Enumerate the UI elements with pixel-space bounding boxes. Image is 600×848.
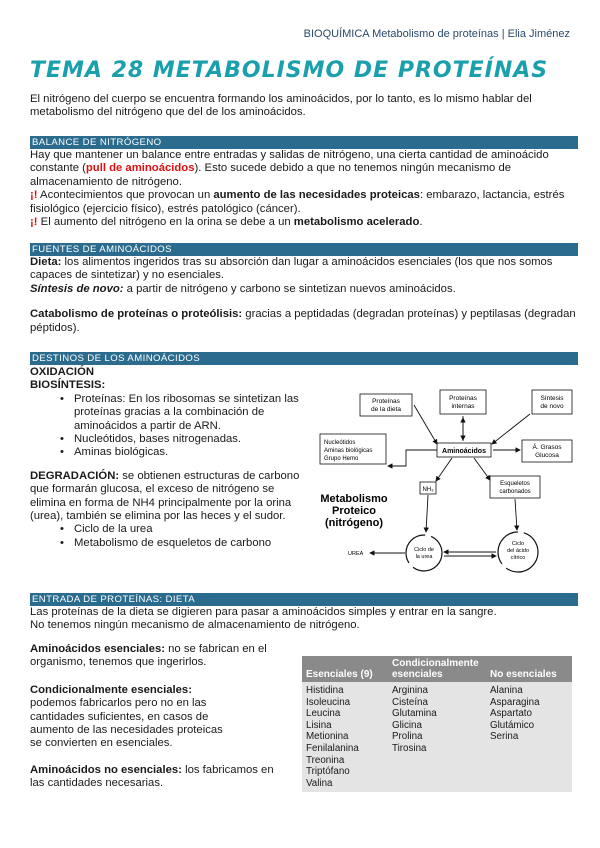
svg-text:Ciclo: Ciclo [511, 541, 525, 547]
section-heading-destinos: DESTINOS DE LOS AMINOÁCIDOS [30, 352, 578, 365]
section-heading-balance: BALANCE DE NITRÓGENO [30, 136, 578, 149]
table-header: No esenciales [486, 656, 572, 682]
pull-aminoacidos-highlight: pull de aminoácidos [85, 162, 195, 175]
table-header: Esenciales (9) [302, 656, 388, 682]
aminoacidos-table [302, 656, 572, 792]
page-header: BIOQUÍMICA Metabolismo de proteínas | Elia Jiménez [303, 28, 570, 40]
alert-mark: ¡! [30, 216, 38, 229]
svg-text:del ácido: del ácido [506, 548, 530, 554]
svg-text:de la dieta: de la dieta [371, 406, 401, 413]
svg-text:carbonados: carbonados [499, 489, 531, 495]
metabolismo-proteico-diagram [316, 384, 578, 578]
urea-output-label: UREA [348, 551, 364, 557]
table-header: Condicionalmente esenciales [388, 656, 486, 682]
svg-text:cítrico: cítrico [510, 555, 526, 561]
list-item: • Ciclo de la urea [60, 523, 300, 536]
svg-text:Grupo Hemo: Grupo Hemo [324, 456, 359, 462]
esenciales-column: Histidina Isoleucina Leucina Lisina Metionina Fenilalanina Treonina Triptófano Valina [302, 682, 388, 792]
svg-text:Esqueletos: Esqueletos [500, 481, 530, 487]
svg-text:internas: internas [451, 403, 475, 410]
balance-paragraph-1: Hay que mantener un balance entre entradas y salidas de nitrógeno, una cierta cantidad de aminoácido constante (pull de aminoácidos). Esto sucede debido a que no tenemos ningún mecanismo de almacenamiento de nitrógeno. [30, 149, 549, 188]
balance-paragraph-2: ¡! Acontecimientos que provocan un aumento de las necesidades proteicas: embarazo, lactancia, estrés fisiológico (ejercicio físico), estrés patológico (cáncer). [30, 189, 565, 215]
list-item: • Metabolismo de esqueletos de carbono [60, 537, 300, 550]
biosintesis-label: BIOSÍNTESIS: [30, 379, 106, 392]
svg-text:Aminoácidos: Aminoácidos [442, 448, 486, 455]
destinos-section [30, 366, 300, 550]
no-esenciales-paragraph: Aminoácidos no esenciales: los fabricamos en las cantidades necesarias. [30, 763, 274, 790]
tipos-aminoacidos [30, 643, 292, 791]
oxidacion-label: OXIDACIÓN [30, 366, 95, 378]
list-item: • Proteínas: En los ribosomas se sintetizan las proteínas gracias a la combinación de aminoácidos a partir de ARN. [60, 393, 300, 433]
svg-text:Proteínas: Proteínas [449, 395, 477, 402]
svg-text:Á. Grasos: Á. Grasos [532, 444, 562, 451]
svg-text:de novo: de novo [540, 403, 564, 410]
svg-text:NH₃: NH₃ [422, 487, 434, 493]
ciclo-urea-circle [406, 535, 442, 571]
proteinas-internas-box [440, 390, 486, 414]
svg-text:Glucosa: Glucosa [535, 452, 559, 459]
degradacion-paragraph: DEGRADACIÓN: se obtienen estructuras de carbono que formarán glucosa, el exceso de nitrógeno se elimina en forma de NH4 principalmente por la orina (urea), también se elimina por las heces y el sudor. [30, 469, 300, 523]
entrada-intro: Las proteínas de la dieta se digieren para pasar a aminoácidos simples y entrar en la sangre. No tenemos ningún mecanismo de almacenamiento de nitrógeno. [30, 606, 497, 632]
section-heading-entrada: ENTRADA DE PROTEÍNAS: DIETA [30, 593, 578, 606]
svg-text:(nitrógeno): (nitrógeno) [324, 517, 384, 529]
svg-text:Proteico: Proteico [331, 505, 377, 517]
list-item: • Nucleótidos, bases nitrogenadas. [60, 433, 300, 446]
sintesis-novo-box [532, 390, 572, 414]
svg-text:Nucleótidos: Nucleótidos [324, 440, 356, 446]
fuentes-section [30, 256, 578, 335]
sintesis-paragraph: Síntesis de novo: a partir de nitrógeno y carbono se sintetizan nuevos aminoácidos. [30, 282, 456, 295]
condicionales-paragraph: Condicionalmente esenciales: podemos fabricarlos pero no en las cantidades suficientes, en casos de aumento de las necesidades proteicas se convierten en esenciales. [30, 683, 223, 750]
svg-text:la urea: la urea [415, 554, 433, 560]
degradacion-list [60, 523, 300, 550]
alert-mark: ¡! [30, 189, 38, 202]
balance-section [30, 149, 578, 229]
svg-text:Síntesis: Síntesis [540, 395, 564, 402]
diagram-title: Metabolismo [320, 493, 388, 505]
esenciales-paragraph: Aminoácidos esenciales: no se fabrican en el organismo, tenemos que ingerirlos. [30, 643, 267, 669]
svg-text:Ciclo de: Ciclo de [414, 547, 434, 553]
section-heading-fuentes: FUENTES DE AMINOÁCIDOS [30, 243, 578, 256]
list-item: • Aminas biológicas. [60, 446, 300, 459]
condicionales-column: Arginina Cisteína Glutamina Glicina Prolina Tirosina [388, 682, 486, 792]
dieta-paragraph: Dieta: los alimentos ingeridos tras su absorción dan lugar a aminoácidos esenciales (los que nos somos capaces de sintetizar) y no esenciales. [30, 256, 553, 282]
biosintesis-list [60, 393, 300, 460]
proteinas-dieta-text: Proteínas [372, 398, 400, 405]
page-title: TEMA 28 METABOLISMO DE PROTEÍNAS [30, 58, 549, 83]
intro-paragraph: El nitrógeno del cuerpo se encuentra formando los aminoácidos, por lo tanto, es lo mismo hablar del metabolismo del nitrógeno que del de los aminoácidos. [30, 93, 532, 119]
catabolismo-paragraph: Catabolismo de proteínas o proteólisis: gracias a peptidadas (degradan proteínas) y peptilasas (degradan péptidos). [30, 308, 576, 334]
no-esenciales-column: Alanina Asparagina Aspartato Glutámico Serina [486, 682, 572, 792]
svg-text:Aminas biológicas: Aminas biológicas [324, 448, 373, 454]
balance-paragraph-3: ¡! El aumento del nitrógeno en la orina se debe a un metabolismo acelerado. [30, 216, 423, 229]
